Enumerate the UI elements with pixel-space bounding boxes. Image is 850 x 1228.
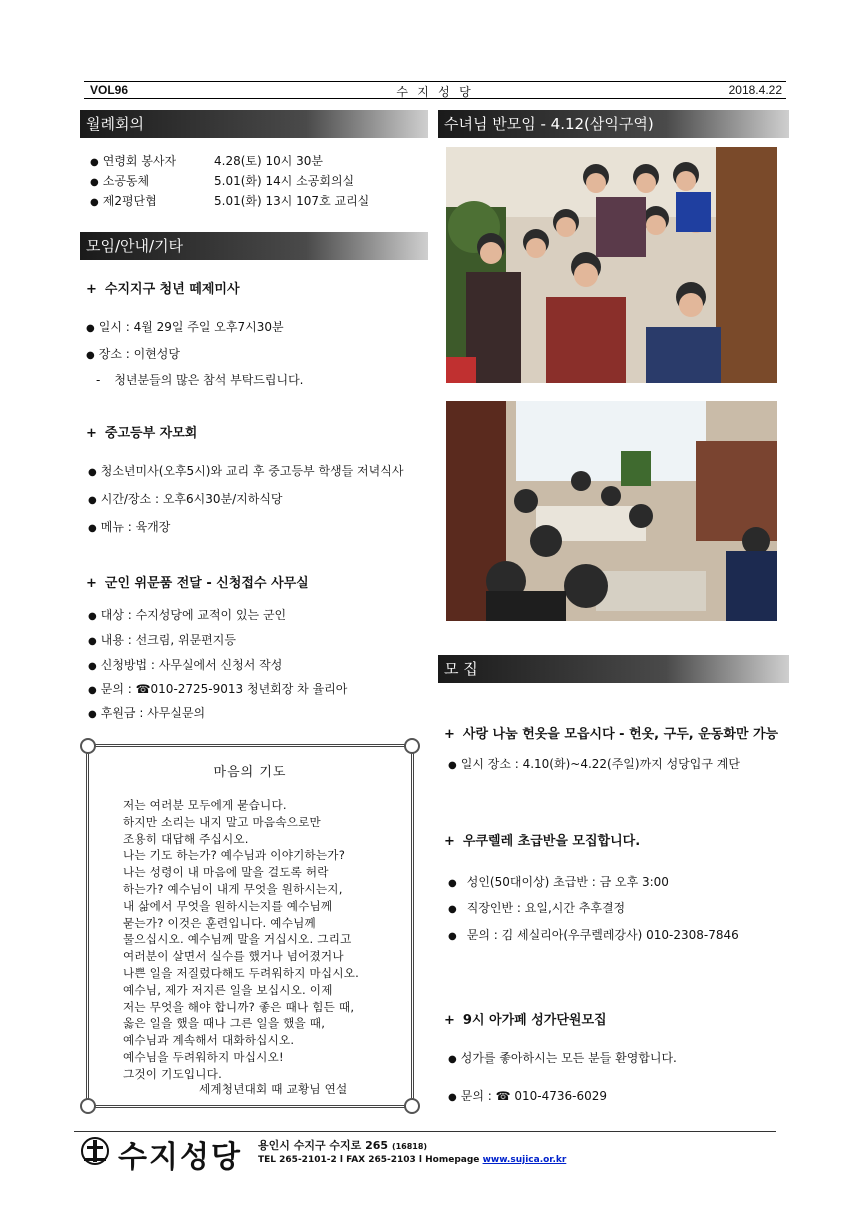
volume-number: VOL96	[90, 83, 129, 97]
prayer-source: 세계청년대회 때 교황님 연설	[199, 1082, 348, 1096]
parents-title: + 중고등부 자모회	[86, 426, 198, 441]
homepage-link[interactable]: www.sujica.or.kr	[482, 1155, 567, 1165]
prayer-line: 하지만 소리는 내지 말고 마음속으로만	[123, 814, 321, 829]
church-contact: TEL 265-2101-2 l FAX 265-2103 l Homepage www.sujica.or.kr	[258, 1155, 567, 1165]
parents-item: ● 시간/장소 : 오후6시30분/지하식당	[88, 492, 283, 506]
youth-mass-date: ● 일시 : 4월 29일 주일 오후7시30분	[86, 320, 284, 334]
prayer-line: 물으십시오. 예수님께 말을 거십시오. 그리고	[123, 932, 352, 947]
soldier-item: ● 대상 : 수지성당에 교적이 있는 군인	[88, 608, 287, 622]
prayer-line: 옳은 일을 했을 때나 그른 일을 했을 때,	[123, 1016, 326, 1031]
newsletter-header	[84, 81, 786, 99]
parents-item: ● 메뉴 : 육개장	[88, 520, 171, 534]
prayer-line: 예수님, 제가 저지른 일을 보십시오. 이제	[123, 982, 333, 997]
monthly-item: ● 연령회 봉사자	[90, 154, 177, 168]
church-logo-icon	[78, 1136, 112, 1166]
ornament-icon	[80, 738, 96, 754]
church-logo-text: 수지성당	[118, 1140, 242, 1175]
gathering-heading: 모임/안내/기타	[80, 232, 428, 260]
prayer-line: 여러분이 살면서 실수를 했거나 넘어졌거나	[123, 949, 344, 964]
prayer-line: 예수님을 두려워하지 마십시오!	[123, 1050, 284, 1064]
ukulele-item: ● 직장인반 : 요일,시간 추후결정	[448, 901, 626, 915]
church-address: 용인시 수지구 수지로 265 (16818)	[258, 1139, 428, 1152]
prayer-title: 마음의 기도	[213, 765, 287, 780]
choir-contact: ● 문의 : ☎ 010-4736-6029	[448, 1089, 607, 1103]
ornament-icon	[404, 738, 420, 754]
prayer-line: 나는 기도 하는가? 예수님과 이야기하는가?	[123, 848, 346, 863]
prayer-line: 나쁜 일을 저질렀다해도 두려워하지 마십시오.	[123, 966, 360, 980]
ukulele-item: ● 문의 : 김 세실리아(우쿠렐레강사) 010-2308-7846	[448, 928, 739, 942]
monthly-item: ● 소공동체	[90, 174, 150, 188]
soldier-item: ● 후원금 : 사무실문의	[88, 706, 206, 720]
choir-welcome: ● 성가를 좋아하시는 모든 분들 환영합니다.	[448, 1051, 677, 1065]
clothes-drive-title: + 사랑 나눔 헌옷을 모읍시다 - 헌옷, 구두, 운동화만 가능	[444, 727, 779, 742]
prayer-line: 묻는가? 이것은 훈련입니다. 예수님께	[123, 915, 316, 930]
parents-item: ● 청소년미사(오후5시)와 교리 후 중고등부 학생들 저녁식사	[88, 464, 404, 478]
ornament-icon	[404, 1098, 420, 1114]
monthly-item-when: 5.01(화) 13시 107호 교리실	[214, 194, 370, 208]
prayer-line: 나는 성령이 내 마음에 말을 걸도록 허락	[123, 865, 329, 880]
youth-mass-place: ● 장소 : 이현성당	[86, 347, 180, 361]
choir-title: + 9시 아가페 성가단원모집	[444, 1013, 607, 1028]
soldier-item: ● 내용 : 선크림, 위문편지등	[88, 633, 236, 647]
prayer-line: 예수님과 계속해서 대화하십시오.	[123, 1033, 295, 1048]
ukulele-title: + 우쿠렐레 초급반을 모집합니다.	[444, 834, 641, 849]
prayer-line: 저는 무엇을 해야 합니까? 좋은 때나 힘든 때,	[123, 999, 355, 1014]
monthly-item: ● 제2평단협	[90, 194, 157, 208]
prayer-line: 하는가? 예수님이 내게 무엇을 원하시는지,	[123, 882, 343, 896]
prayer-line: 저는 여러분 모두에게 묻습니다.	[123, 798, 287, 812]
group-photo	[446, 147, 777, 383]
parish-name: 수 지 성 당	[396, 85, 474, 99]
issue-date: 2018.4.22	[728, 83, 782, 97]
recruit-heading: 모 집	[438, 655, 789, 683]
monthly-item-when: 4.28(토) 10시 30분	[214, 154, 324, 168]
ukulele-item: ● 성인(50대이상) 초급반 : 금 오후 3:00	[448, 875, 669, 889]
soldier-item: ● 문의 : ☎010-2725-9013 청년회장 차 율리아	[88, 682, 348, 696]
soldier-title: + 군인 위문품 전달 - 신청접수 사무실	[86, 576, 309, 591]
prayer-line: 내 삶에서 무엇을 원하시는지를 예수님께	[123, 898, 333, 913]
meeting-photo	[446, 401, 777, 621]
prayer-line: 조용히 대답해 주십시오.	[123, 831, 249, 846]
prayer-box	[86, 744, 414, 1108]
nuns-meeting-heading: 수녀님 반모임 - 4.12(삼익구역)	[438, 110, 789, 138]
ornament-icon	[80, 1098, 96, 1114]
youth-mass-note: - 청년분들의 많은 참석 부탁드립니다.	[96, 373, 304, 387]
clothes-drive-date: ● 일시 장소 : 4.10(화)~4.22(주일)까지 성당입구 계단	[448, 757, 740, 771]
youth-mass-title: + 수지지구 청년 떼제미사	[86, 282, 240, 297]
monthly-meeting-heading: 월례회의	[80, 110, 428, 138]
soldier-item: ● 신청방법 : 사무실에서 신청서 작성	[88, 658, 283, 672]
prayer-line: 그것이 기도입니다.	[123, 1066, 222, 1081]
monthly-item-when: 5.01(화) 14시 소공회의실	[214, 174, 355, 188]
